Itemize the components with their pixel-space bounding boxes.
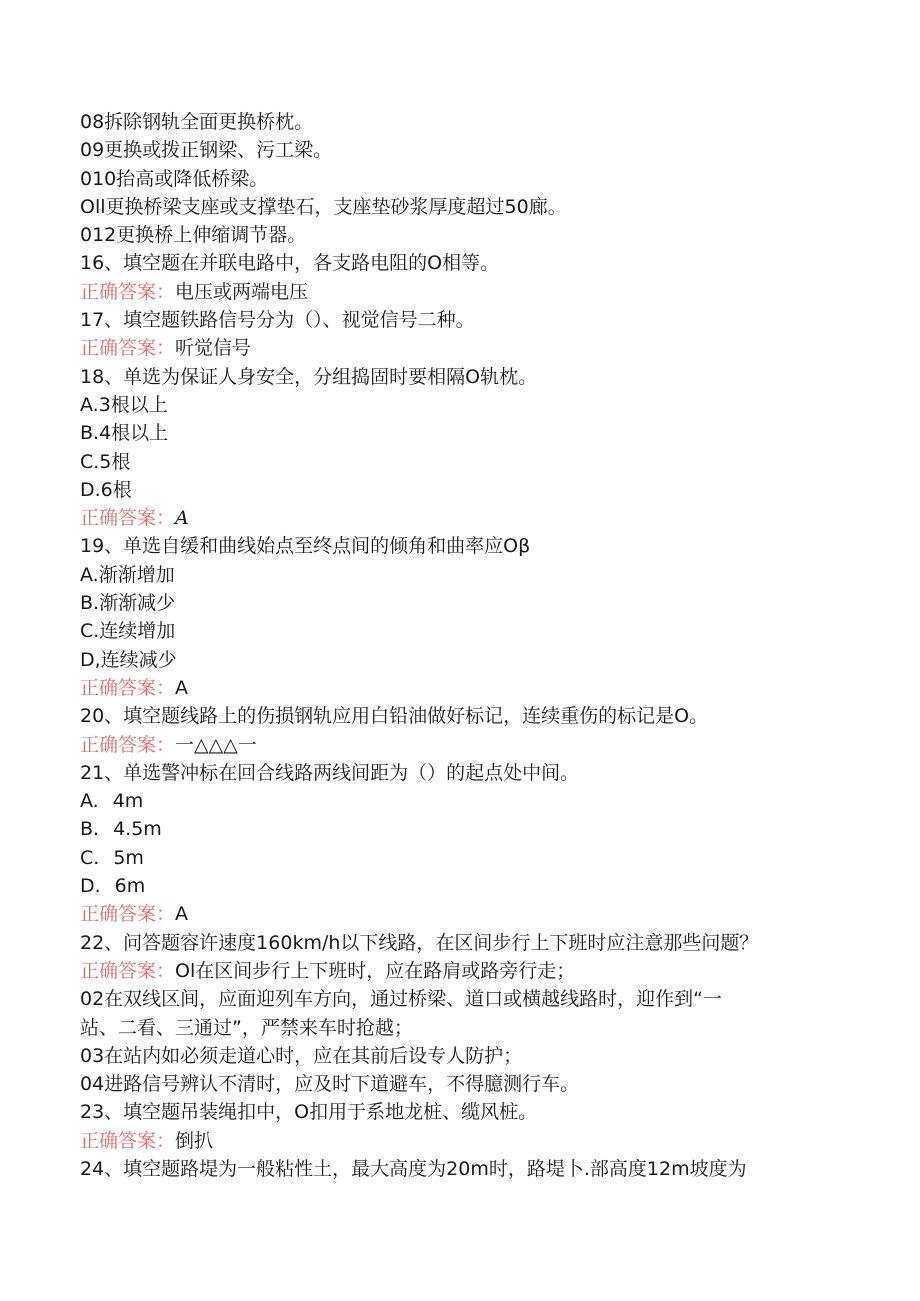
answer-line	[80, 674, 840, 702]
text-line: D,连续减少	[80, 648, 177, 671]
text-line: 22、问答题容许速度160km∕h以下线路，在区间步行上下班时应注意那些问题？	[80, 931, 759, 954]
answer-value: 听觉信号	[175, 337, 252, 360]
answer-line	[80, 731, 840, 759]
text-line: Oll更换桥梁支座或支撑垫石，支座垫砂浆厚度超过50廊。	[80, 195, 567, 218]
text-line: B.4根以上	[80, 422, 169, 445]
option-line	[80, 815, 840, 843]
option-letter: D.	[80, 875, 101, 898]
text-line: 23、填空题吊装绳扣中，O扣用于系地龙桩、缆风桩。	[80, 1101, 538, 1124]
text-line: 20、填空题线路上的伤损钢轨应用白铅油做好标记，连续重伤的标记是O。	[80, 705, 709, 728]
answer-line	[80, 900, 840, 928]
answer-line	[80, 334, 840, 362]
answer-label: 正确答案：	[80, 507, 176, 530]
text-line: B.渐渐减少	[80, 592, 176, 615]
text-line: D.6根	[80, 478, 132, 501]
option-line	[80, 872, 840, 900]
text-line: 08拆除钢轨全面更换桥枕。	[80, 111, 314, 133]
text-line: 16、填空题在并联电路中，各支路电阻的O相等。	[80, 252, 500, 275]
text-line: 010抬高或降低桥梁。	[80, 167, 269, 190]
option-letter: B.	[80, 818, 100, 841]
option-line	[80, 844, 840, 872]
text-line: 09更换或拨正钢梁、污工梁。	[80, 139, 333, 162]
answer-line	[80, 1127, 840, 1155]
text-line: 17、填空题铁路信号分为（）、视觉信号二种。	[80, 309, 475, 332]
document-page	[80, 108, 840, 1183]
answer-line	[80, 957, 840, 985]
text-line: A.渐渐增加	[80, 563, 175, 586]
text-line: C.连续增加	[80, 620, 176, 643]
text-line: 24、填空题路堤为一般粘性土，最大高度为20m时，路堤卜.部高度12m坡度为	[80, 1157, 747, 1180]
answer-label: 正确答案：	[80, 1129, 176, 1152]
option-text: 4.5m	[113, 818, 162, 841]
answer-line	[80, 504, 840, 532]
answer-value: A	[175, 903, 189, 926]
answer-value: A	[175, 507, 189, 530]
answer-value: Ol在区间步行上下班时，应在路肩或路旁行走；	[175, 959, 576, 982]
text-line: A.3根以上	[80, 393, 168, 416]
answer-value: 一△△△一	[175, 733, 257, 756]
option-line	[80, 787, 840, 815]
text-line: C.5根	[80, 450, 131, 473]
text-line: 02在双线区间，应面迎列车方向，通过桥梁、道口或横越线路时，迎作到“一	[80, 988, 723, 1011]
text-line: 04进路信号辨认不清时，应及时下道避车，不得臆测行车。	[80, 1073, 580, 1096]
answer-value: 电压或两端电压	[175, 280, 309, 303]
answer-label: 正确答案：	[80, 959, 176, 982]
option-letter: A.	[80, 790, 99, 813]
text-line: 18、单选为保证人身安全，分组捣固时要相隔O轨枕。	[80, 365, 538, 388]
answer-value: A	[175, 676, 189, 699]
text-line: 站、二看、三通过”，严禁来车时抢越；	[80, 1016, 413, 1039]
answer-line	[80, 278, 840, 306]
option-text: 4m	[112, 790, 144, 813]
answer-label: 正确答案：	[80, 676, 176, 699]
option-text: 5m	[113, 846, 144, 869]
text-line: 21、单选警冲标在回合线路两线间距为（）的起点处中间。	[80, 761, 580, 784]
text-line: 03在站内如必须走道心时，应在其前后设专人防护；	[80, 1044, 523, 1067]
answer-label: 正确答案：	[80, 733, 176, 756]
answer-value: 倒扒	[175, 1129, 214, 1152]
text-line: 19、单选自缓和曲线始点至终点间的倾角和曲率应Oβ	[80, 535, 531, 558]
answer-label: 正确答案：	[80, 903, 176, 926]
option-text: 6m	[114, 875, 146, 898]
answer-label: 正确答案：	[80, 337, 176, 360]
answer-label: 正确答案：	[80, 280, 176, 303]
text-line: 012更换桥上伸缩调节器。	[80, 224, 307, 247]
option-letter: C.	[80, 846, 100, 869]
